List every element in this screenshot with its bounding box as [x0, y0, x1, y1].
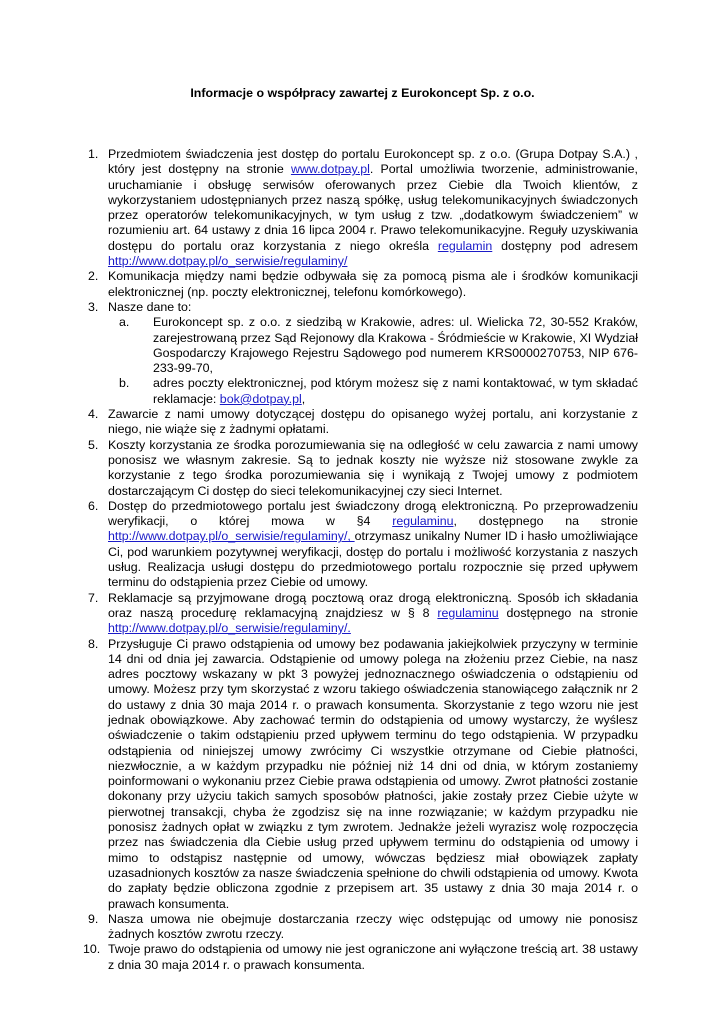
item-number: 9.	[88, 911, 99, 926]
list-item-1	[88, 147, 638, 269]
item-text: otrzymasz unikalny Numer ID i hasło umożliwiające Ci, pod warunkiem pozytywnej weryfikacji, dostęp do portalu i możliwość korzystania z naszych usług. Realizacja usługi dostępu do przedmiotowego portalu rozpocznie się przed upływem terminu do odstąpienia przez Ciebie od umowy.	[108, 529, 638, 590]
sub-item-text: Eurokoncept sp. z o.o. z siedzibą w Krakowie, adres: ul. Wielicka 72, 30-552 Kraków, zarejestrowaną przez Sąd Rejonowy dla Krakowa - Śródmieście w Krakowie, XI Wydział Gospodarczy Krajowego Rejestru Sądowego pod numerem KRS0000270753, NIP 676-233-99-70,	[153, 315, 638, 376]
item-text: Twoje prawo do odstąpienia od umowy nie jest ograniczone ani wyłączone treścią art. 38 ustawy z dnia 30 maja 2014 r. o prawach konsumenta.	[108, 942, 638, 972]
sub-item-a	[119, 315, 638, 376]
item-number: 8.	[88, 636, 99, 651]
sub-item-letter: b.	[119, 376, 130, 391]
list-item-4	[88, 407, 638, 438]
list-item-9	[88, 912, 638, 943]
item-number: 5.	[88, 437, 99, 452]
regulaminu-link[interactable]: regulaminu	[437, 605, 499, 620]
regulaminu-link[interactable]: regulaminu	[392, 514, 454, 529]
regulaminy-url-link[interactable]: http://www.dotpay.pl/o_serwisie/regulaminy/	[108, 254, 348, 269]
item-text: Reklamacje są przyjmowane drogą pocztową oraz drogą elektroniczną. Sposób ich składania oraz naszą procedurę reklamacyjną znajdziesz w § 8	[108, 590, 638, 620]
item-text: Zawarcie z nami umowy dotyczącej dostępu do opisanego wyżej portalu, ani korzystanie z niego, nie wiąże się z żadnymi opłatami.	[108, 407, 638, 437]
sub-item-b	[119, 376, 638, 407]
item-number: 1.	[88, 147, 99, 161]
regulamin-link[interactable]: regulamin	[437, 238, 493, 253]
item-text: Koszty korzystania ze środka porozumiewania się na odległość w celu zawarcia z nami umowy ponosisz we własnym zakresie. Są to jednak koszty nie wyższe niż stosowane zwykle za korzystanie z tego środka porozumiewania się i wynikają z Twojej umowy z podmiotem dostarczającym Ci dostęp do sieci telekomunikacyjnej czy sieci Internet.	[108, 437, 638, 498]
item-text: Nasze dane to:	[108, 299, 192, 314]
item-number: 3.	[88, 299, 99, 314]
dotpay-home-link[interactable]: www.dotpay.pl	[290, 162, 370, 177]
list-item-5	[88, 438, 638, 499]
item-number: 7.	[88, 590, 99, 605]
item-text: Przedmiotem świadczenia jest dostęp do portalu Eurokoncept sp. z o.o. (Grupa Dotpay S.A.) , który jest dostępny na stronie	[108, 147, 638, 177]
item-text: Przysługuje Ci prawo odstąpienia od umowy bez podawania jakiejkolwiek przyczyny w terminie 14 dni od dnia jej zawarcia. Odstąpienie od umowy polega na złożeniu przez Ciebie, na nasz adres pocztowy wskazany w pkt 3 powyżej jednoznacznego oświadczenia o odstąpieniu od umowy. Możesz przy tym skorzystać z wzoru takiego oświadczenia stanowiącego załącznik nr 2 do ustawy z dnia 30 maja 2014 r. o prawach konsumenta. Skorzystanie z tego wzoru nie jest jednak obowiązkowe. Aby zachować termin do odstąpienia od umowy wystarczy, że wyślesz oświadczenie o takim odstąpieniu przed upływem terminu do tego odstąpienia. W przypadku odstąpienia od niniejszej umowy zwrócimy Ci wszystkie otrzymane od Ciebie płatności, niezwłocznie, a w każdym przypadku nie później niż 14 dni od dnia, w którym zostaniemy poinformowani o wykonaniu przez Ciebie prawa odstąpienia od umowy. Zwrot płatności zostanie dokonany przy użyciu takich samych sposobów płatności, jakie zostały przez Ciebie użyte w pierwotnej transakcji, chyba że zgodzisz się na inne rozwiązanie; w każdym przypadku nie ponosisz żadnych opłat w związku z tym zwrotem. Jednakże jeżeli wyrazisz wolę rozpoczęcia przez nas świadczenia dla Ciebie usług przed upływem terminu do odstąpienia od umowy i mimo to odstąpisz następnie od umowy, wówczas będziesz miał obowiązek zapłaty uzasadnionych kosztów za nasze świadczenia spełnione do chwili odstąpienia od umowy. Kwota do zapłaty będzie obliczona zgodnie z przepisem art. 35 ustawy z dnia 30 maja 2014 r. o prawach konsumenta.	[108, 636, 638, 911]
sub-item-text: adres poczty elektronicznej, pod którym możesz się z nami kontaktować, w tym składać reklamacje:	[153, 376, 638, 406]
item-text: , dostępnego na stronie	[453, 514, 638, 529]
item-text: Komunikacja między nami będzie odbywała się za pomocą pisma ale i środków komunikacji elektronicznej (np. poczty elektronicznej, telefonu komórkowego).	[108, 269, 638, 299]
item-number: 6.	[88, 498, 99, 513]
list-item-10	[83, 942, 638, 973]
list-item-7	[88, 591, 638, 637]
list-item-6	[88, 499, 638, 591]
item-text: Dostęp do przedmiotowego portalu jest świadczony drogą elektroniczną. Po przeprowadzeniu weryfikacji, o której mowa w §4	[108, 498, 638, 529]
regulaminy-url-link[interactable]: http://www.dotpay.pl/o_serwisie/regulaminy/,	[108, 529, 355, 544]
item-text: dostępnego na stronie	[498, 605, 638, 620]
item-text: Nasza umowa nie obejmuje dostarczania rzeczy więc odstępując od umowy nie ponosisz żadnych kosztów zwrotu rzeczy.	[108, 911, 638, 942]
item-number: 10.	[83, 942, 101, 957]
item-number: 2.	[88, 269, 99, 284]
sub-item-text: ,	[301, 391, 306, 406]
numbered-list	[83, 147, 639, 973]
regulaminy-url-link[interactable]: http://www.dotpay.pl/o_serwisie/regulaminy/.	[108, 621, 351, 636]
email-link[interactable]: bok@dotpay.pl	[219, 391, 302, 406]
list-item-3	[88, 300, 638, 407]
document-title: Informacje o współpracy zawartej z Eurokoncept Sp. z o.o.	[190, 86, 535, 100]
list-item-2	[88, 269, 638, 300]
item-number: 4.	[88, 407, 99, 422]
item-text: . Portal umożliwia tworzenie, administrowanie, uruchamianie i obsługę serwisów oferowanych przez Ciebie dla Twoich klientów, z wykorzystaniem udostępnianych przez naszą spółkę, usług telekomunikacyjnych świadczonych przez operatorów telekomunikacyjnych, w tym usług z tzw. „dodatkowym świadczeniem” w rozumieniu art. 64 ustawy z dnia 16 lipca 2004 r. Prawo telekomunikacyjne. Reguły uzyskiwania dostępu do portalu oraz korzystania z niego określa	[108, 162, 639, 253]
item-text: dostępny pod adresem	[492, 238, 639, 253]
list-item-8	[88, 637, 638, 912]
sub-item-letter: a.	[119, 315, 130, 330]
